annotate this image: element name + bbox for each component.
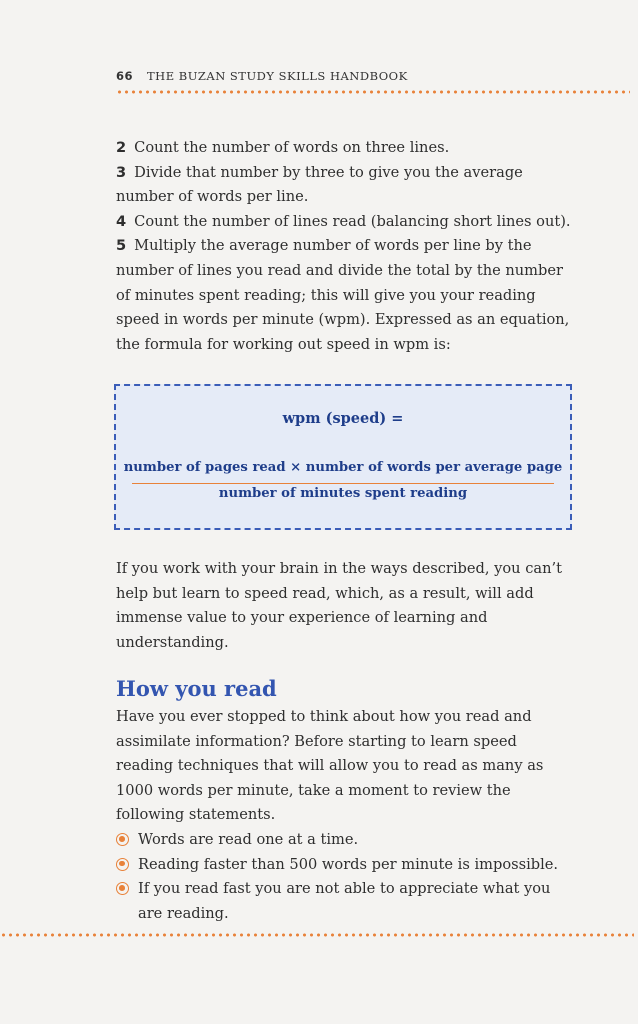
orange-circle-bullet-icon: [116, 882, 129, 895]
step-text: Count the number of lines read (balancing short lines out).: [134, 212, 571, 230]
step-number: 4: [116, 212, 127, 230]
bullet-item: [116, 877, 572, 926]
formula-lhs: wpm (speed) =: [282, 410, 404, 427]
running-header: [116, 69, 408, 83]
step-number: 5: [116, 237, 127, 255]
bullet-item: [116, 828, 572, 853]
book-title: THE BUZAN STUDY SKILLS HANDBOOK: [147, 69, 408, 83]
section-heading: How you read: [116, 676, 277, 701]
step-item: [116, 136, 572, 161]
steps-list: [116, 136, 572, 357]
formula-denominator: number of minutes spent reading: [218, 486, 468, 501]
step-item: [116, 161, 572, 210]
formula-box: [114, 384, 572, 530]
section-body: [116, 705, 572, 926]
page-number: 66: [116, 69, 134, 83]
bullet-text: Reading faster than 500 words per minute is impossible.: [138, 855, 559, 873]
fraction-bar: [132, 483, 554, 484]
bullet-item: [116, 853, 572, 878]
orange-circle-bullet-icon: [116, 858, 129, 871]
step-number: 3: [116, 163, 127, 181]
step-item: [116, 234, 572, 357]
step-number: 2: [116, 139, 127, 156]
step-text: Multiply the average number of words per line by the number of lines you read and divide the total by the number of minutes spent reading; this will give you your reading speed in words per minute (wpm). Expressed as an equation, the formula for working out speed in wpm is:: [116, 237, 570, 353]
step-text: Count the number of words on three lines.: [134, 139, 450, 156]
paragraph-text: If you work with your brain in the ways described, you can’t help but learn to speed read, which, as a result, will add immense value to your experience of learning and understanding.: [116, 560, 562, 651]
paragraph: [116, 557, 572, 655]
formula-numerator: number of pages read × number of words per average page: [123, 460, 563, 475]
section-intro: Have you ever stopped to think about how you read and assimilate information? Before starting to learn speed reading techniques that will allow you to read as many as 1000 words per minute, take a moment to review the following statements.: [116, 708, 544, 824]
step-item: [116, 210, 572, 235]
orange-circle-bullet-icon: [116, 833, 129, 846]
step-text: Divide that number by three to give you the average number of words per line.: [116, 163, 523, 206]
bullet-text: If you read fast you are not able to appreciate what you are reading.: [138, 880, 551, 922]
header-dotted-rule: [116, 90, 630, 94]
bullet-text: Words are read one at a time.: [138, 830, 359, 848]
footer-dotted-rule: [0, 933, 634, 937]
